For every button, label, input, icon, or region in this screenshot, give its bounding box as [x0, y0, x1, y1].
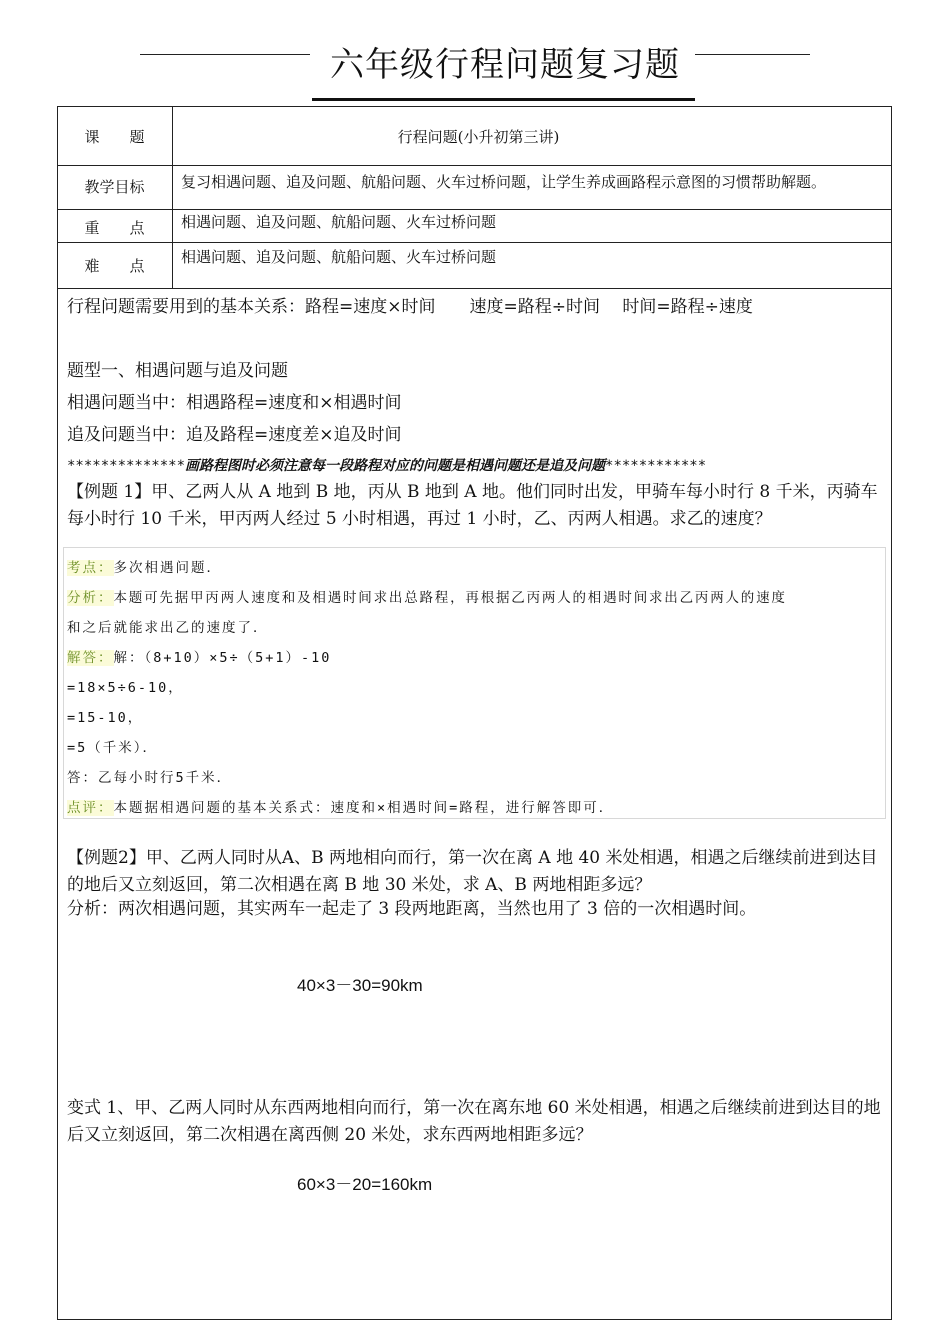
- header-row-topic: [57, 106, 892, 166]
- example1-text: 【例题 1】甲、乙两人从 A 地到 B 地，丙从 B 地到 A 地。他们同时出发，甲骑车每小时行 8 千米，丙骑车每小时行 10 千米，甲丙两人经过 5 小时相遇，再过 1 小时，乙、丙两人相遇。求乙的速度？: [67, 482, 878, 529]
- warning-note-text: 画路程图时必须注意每一段路程对应的问题是相遇问题还是追及问题: [185, 458, 606, 474]
- header-label-topic: 课 题: [57, 106, 173, 165]
- kaodian-line: [67, 556, 222, 576]
- fenxi-line-2: 和之后就能求出乙的速度了．: [67, 620, 269, 636]
- fenxi-text: 本题可先据甲丙两人速度和及相遇时间求出总路程，再根据乙丙两人的相遇时间求出乙丙两人的速度: [113, 590, 787, 606]
- header-row-goals: [57, 166, 892, 210]
- dianping-text: 本题据相遇问题的基本关系式：速度和×相遇时间=路程，进行解答即可．: [113, 800, 615, 816]
- header-row-difficulties: [57, 243, 892, 289]
- dianping-line: [67, 796, 614, 816]
- variant1-formula: 60×3－20=160km: [297, 1175, 433, 1194]
- header-value-topic: 行程问题(小升初第三讲): [397, 128, 560, 146]
- variant1-text: 变式 1、甲、乙两人同时从东西两地相向而行，第一次在离东地 60 米处相遇，相遇之后继续前进到达目的地后又立刻返回，第二次相遇在离西侧 20 米处，求东西两地相距多远？: [67, 1098, 881, 1145]
- title-rule-left: [140, 54, 310, 55]
- header-value-goals: 复习相遇问题、追及问题、航船问题、火车过桥问题，让学生养成画路程示意图的习惯帮助解题。: [181, 173, 827, 191]
- kaodian-text: 多次相遇问题．: [113, 560, 222, 576]
- fenxi-label: 分析：: [67, 590, 114, 606]
- example2-text: 【例题2】甲、乙两人同时从A、B 两地相向而行，第一次在离 A 地 40 米处相遇，相遇之后继续前进到达目的地后又立刻返回，第二次相遇在离 B 地 30 米处，求 A、B 两地相距多远？: [67, 848, 878, 895]
- header-value-difficulties: 相遇问题、追及问题、航船问题、火车过桥问题: [181, 248, 497, 266]
- header-label-key-points: 重 点: [57, 210, 173, 242]
- title-underline: [312, 98, 695, 101]
- basic-relation: 行程问题需要用到的基本关系：路程=速度×时间 速度=路程÷时间 时间=路程÷速度: [67, 297, 753, 317]
- header-label-goals: 教学目标: [57, 166, 173, 209]
- type1-heading: 题型一、相遇问题与追及问题: [67, 361, 288, 381]
- page-title: 六年级行程问题复习题: [330, 45, 680, 85]
- title-rule-right: [695, 54, 810, 55]
- header-label-difficulties: 难 点: [57, 243, 173, 288]
- jieda-line: [67, 646, 331, 666]
- solution-step-1: =18×5÷6-10，: [67, 680, 184, 696]
- solution-step-2: =15-10，: [67, 710, 144, 726]
- solution-answer: 答：乙每小时行5千米．: [67, 770, 233, 786]
- dianping-label: 点评：: [67, 800, 114, 816]
- chase-formula: 追及问题当中：追及路程=速度差×追及时间: [67, 425, 402, 445]
- solution-step-3: =5（千米）．: [67, 740, 159, 756]
- jieda-label: 解答：: [67, 650, 114, 666]
- header-row-key-points: [57, 210, 892, 243]
- jieda-text: 解：（8+10）×5÷（5+1）-10: [113, 650, 332, 666]
- example2-formula: 40×3－30=90km: [297, 976, 423, 995]
- stars-right: ************: [605, 458, 707, 474]
- header-value-key-points: 相遇问题、追及问题、航船问题、火车过桥问题: [181, 213, 497, 231]
- kaodian-label: 考点：: [67, 560, 114, 576]
- stars-left: **************: [67, 458, 186, 474]
- meeting-formula: 相遇问题当中：相遇路程=速度和×相遇时间: [67, 393, 402, 413]
- warning-note: [67, 455, 706, 475]
- fenxi-line: [67, 586, 787, 606]
- example2-analysis: 分析：两次相遇问题，其实两车一起走了 3 段两地距离，当然也用了 3 倍的一次相遇时间。: [67, 899, 757, 919]
